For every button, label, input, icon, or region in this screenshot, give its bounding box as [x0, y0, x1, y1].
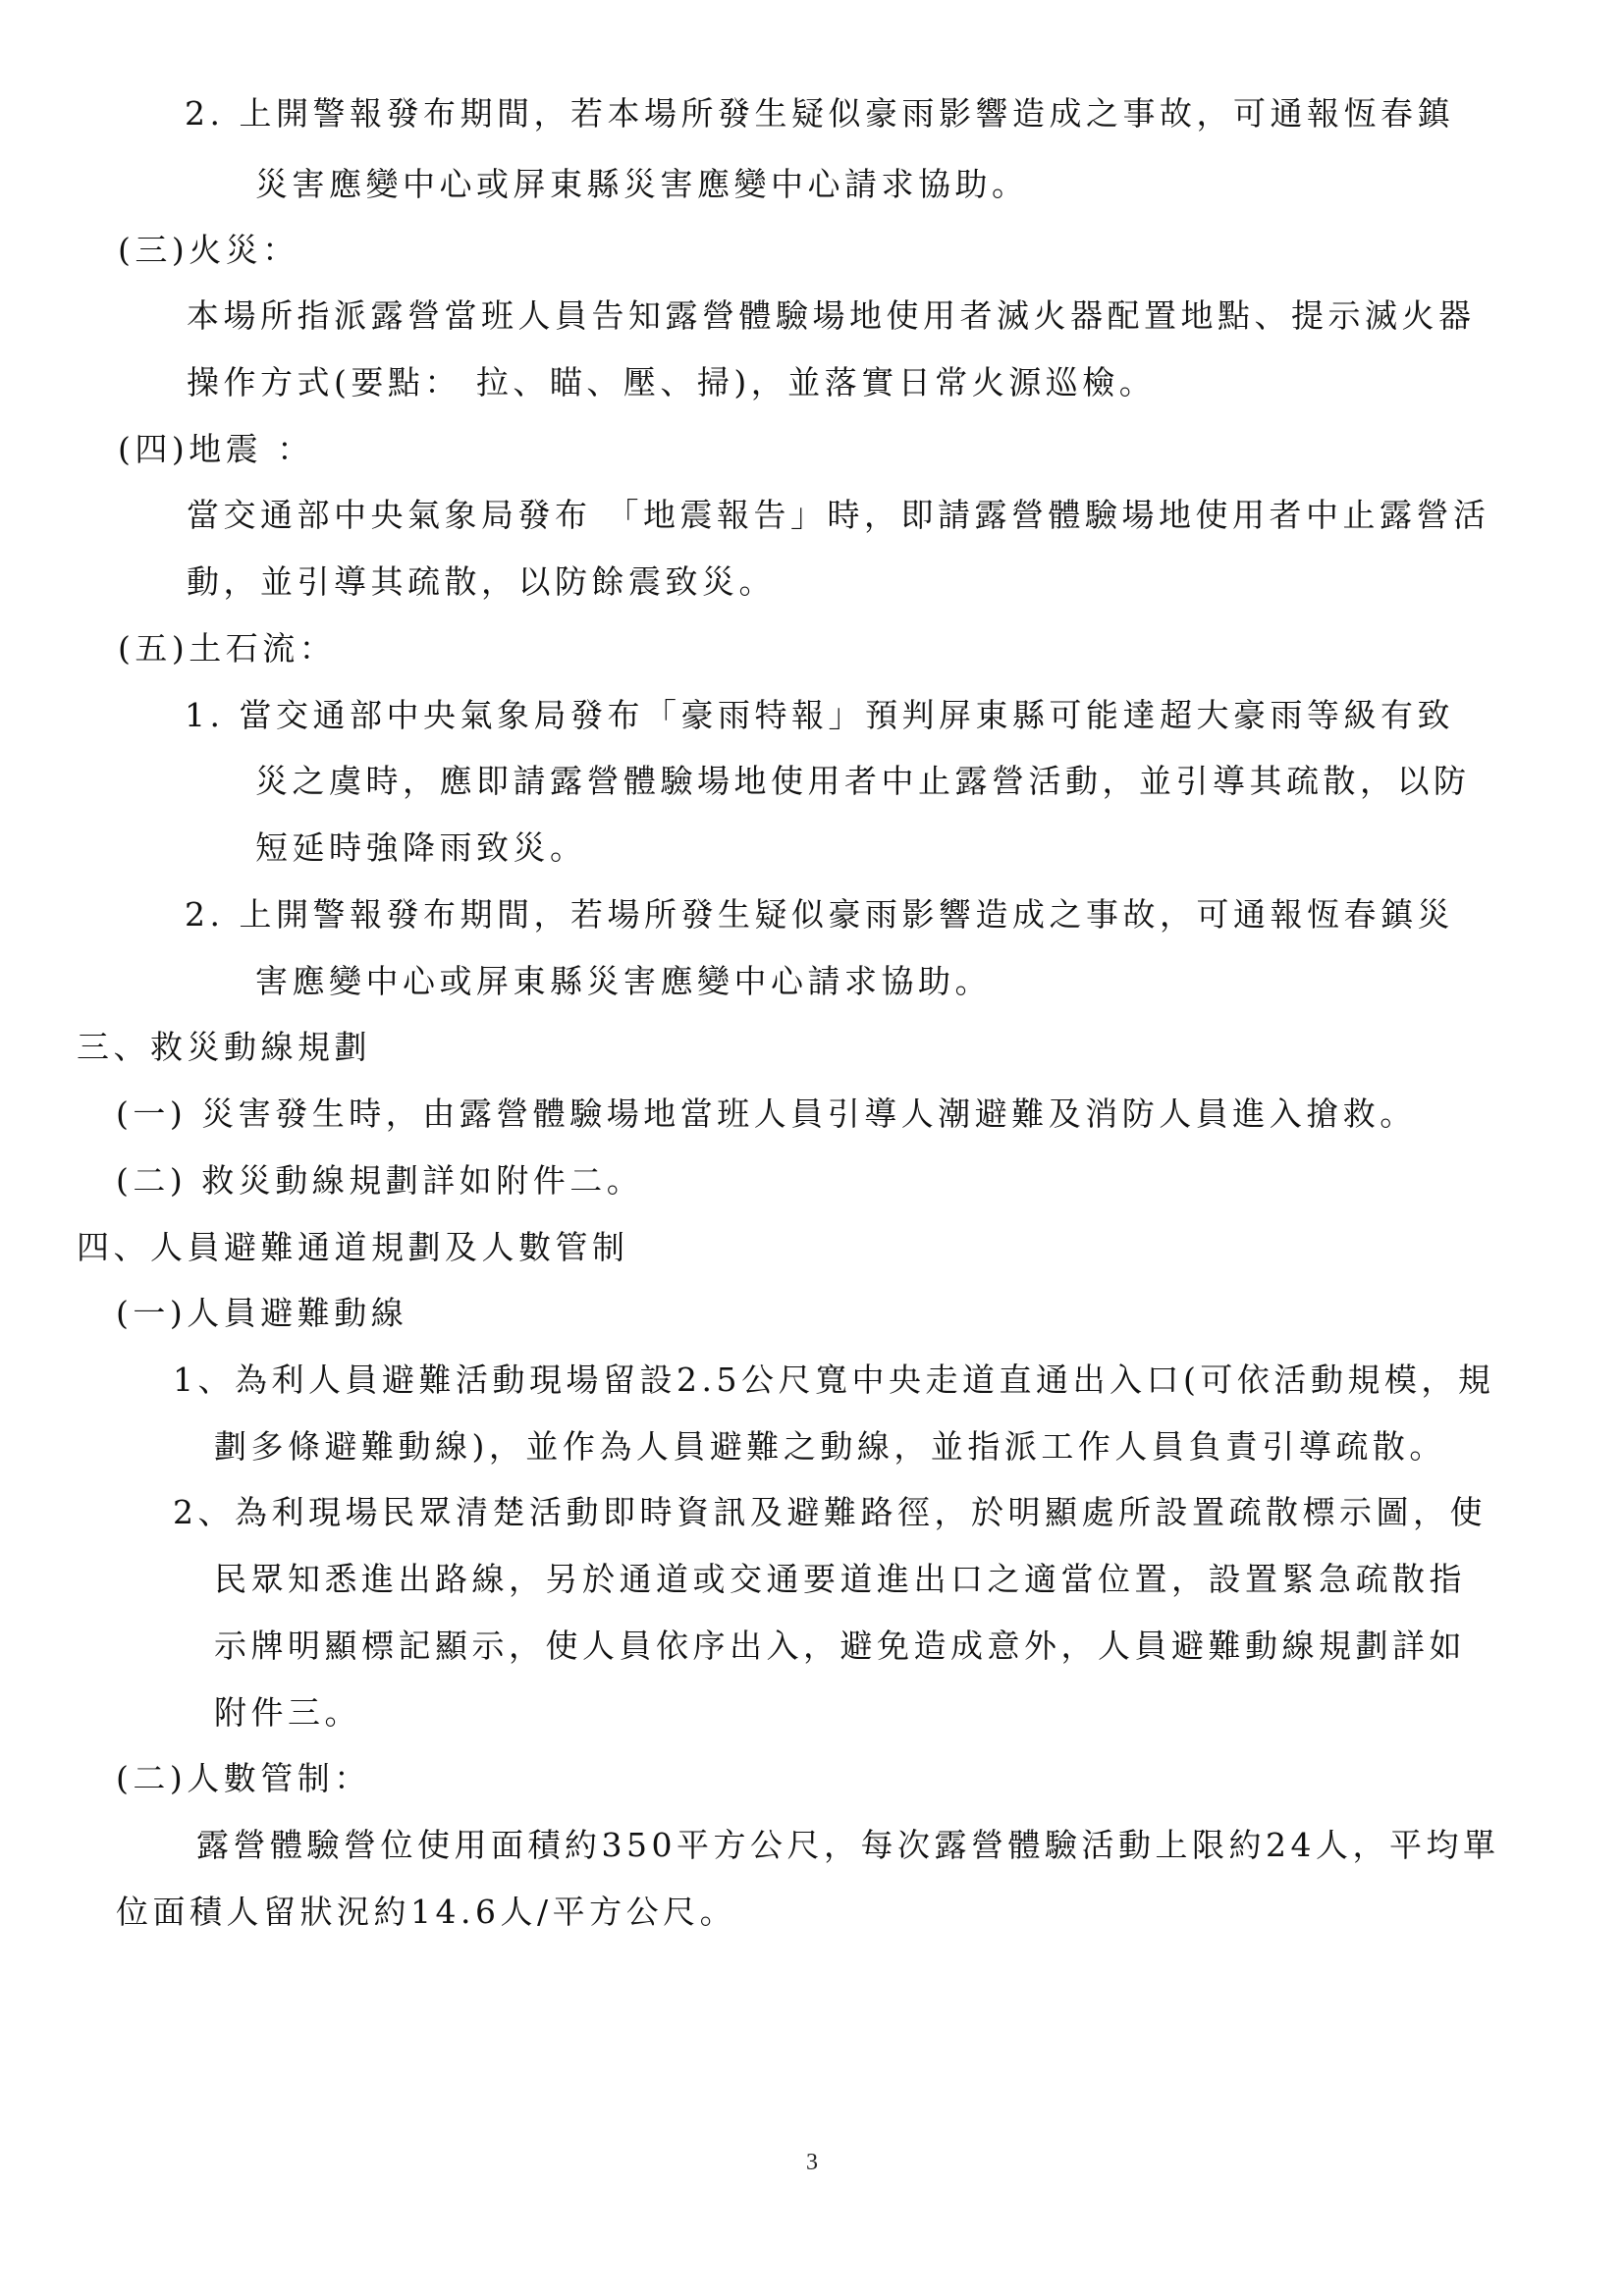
text-line: (二) 救災動線規劃詳如附件二。	[116, 1161, 644, 1200]
text-line: 動，並引導其疏散，以防餘震致災。	[187, 562, 776, 601]
text-line: 本場所指派露營當班人員告知露營體驗場地使用者滅火器配置地點、提示滅火器	[187, 296, 1476, 335]
section-heading: (三)火災：	[118, 231, 299, 269]
text-line: 當交通部中央氣象局發布 「地震報告」時，即請露營體驗場地使用者中止露營活	[187, 496, 1490, 534]
text-line: 2、為利現場民眾清楚活動即時資訊及避難路徑，於明顯處所設置疏散標示圖，使	[173, 1493, 1487, 1531]
text-line: 短延時強降雨致災。	[255, 828, 587, 867]
text-line: 害應變中心或屏東縣災害應變中心請求協助。	[255, 962, 992, 1000]
text-line: 操作方式(要點： 拉、瞄、壓、掃)，並落實日常火源巡檢。	[187, 363, 1157, 401]
text-line: 災害應變中心或屏東縣災害應變中心請求協助。	[255, 165, 1029, 203]
section-heading: (二)人數管制：	[116, 1759, 371, 1797]
text-line: (一) 災害發生時，由露營體驗場地當班人員引導人潮避難及消防人員進入搶救。	[116, 1095, 1417, 1133]
text-line: 1. 當交通部中央氣象局發布「豪雨特報」預判屏東縣可能達超大豪雨等級有致	[185, 696, 1454, 734]
text-line: 位面積人留狀況約14.6人/平方公尺。	[116, 1893, 737, 1931]
text-line: 災之虞時，應即請露營體驗場地使用者中止露營活動，並引導其疏散，以防	[255, 762, 1471, 800]
section-heading: (五)土石流：	[118, 629, 337, 667]
text-line: 示牌明顯標記顯示，使人員依序出入，避免造成意外，人員避難動線規劃詳如	[214, 1627, 1466, 1665]
text-line: 民眾知悉進出路線，另於通道或交通要道進出口之適當位置，設置緊急疏散指	[214, 1560, 1466, 1598]
text-line: 2. 上開警報發布期間，若場所發生疑似豪雨影響造成之事故，可通報恆春鎮災	[185, 895, 1454, 934]
text-line: 劃多條避難動線)，並作為人員避難之動線，並指派工作人員負責引導疏散。	[214, 1427, 1446, 1466]
chapter-heading: 四、人員避難通道規劃及人數管制	[77, 1228, 629, 1266]
text-line: 露營體驗營位使用面積約350平方公尺，每次露營體驗活動上限約24人，平均單	[196, 1826, 1500, 1864]
text-line: 2. 上開警報發布期間，若本場所發生疑似豪雨影響造成之事故，可通報恆春鎮	[185, 94, 1454, 133]
section-heading: (四)地震 ：	[118, 430, 314, 468]
section-heading: (一)人員避難動線	[116, 1294, 408, 1332]
chapter-heading: 三、救災動線規劃	[77, 1028, 371, 1066]
page-number: 3	[806, 2150, 818, 2175]
text-line: 1、為利人員避難活動現場留設2.5公尺寬中央走道直通出入口(可依活動規模，規	[173, 1361, 1495, 1399]
text-line: 附件三。	[214, 1693, 361, 1732]
